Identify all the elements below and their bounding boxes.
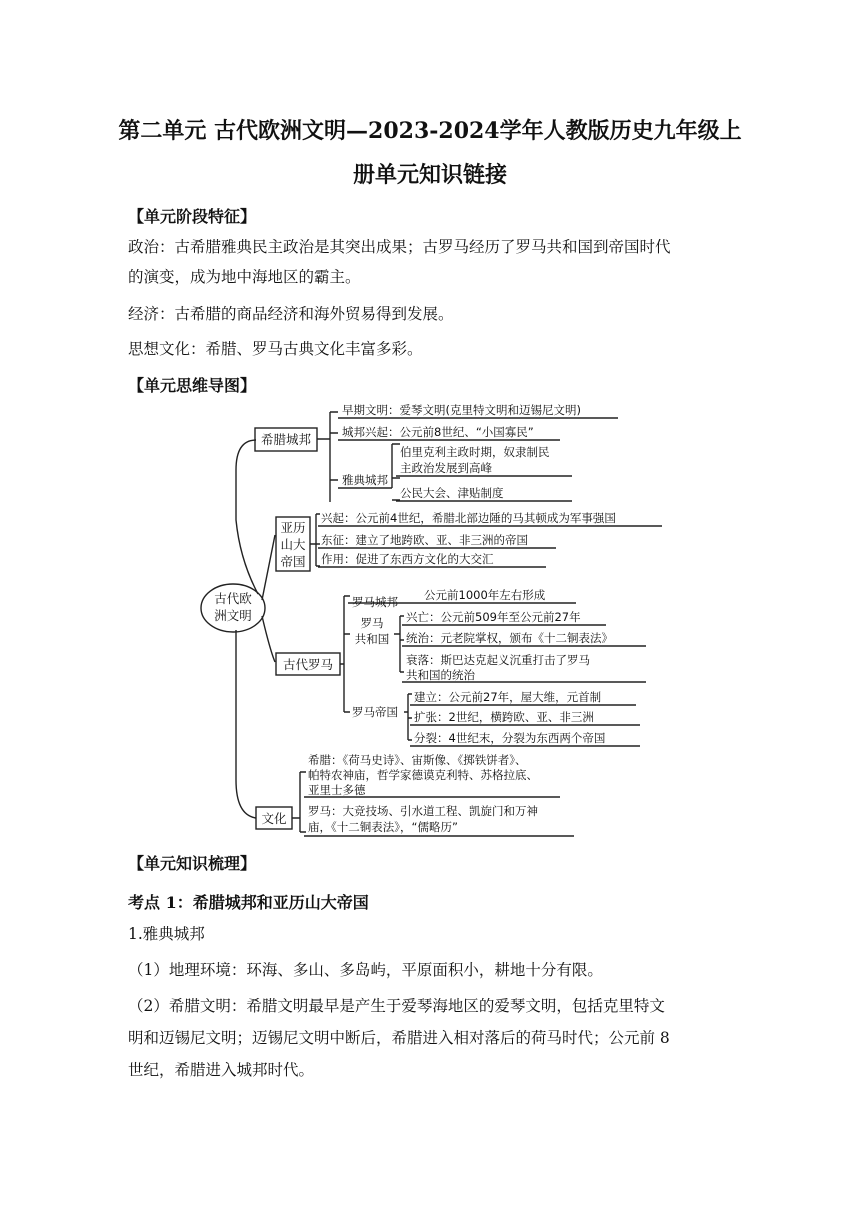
mindmap-rome-city: 罗马城邦 (352, 595, 398, 609)
paragraph-economy: 经济：古希腊的商品经济和海外贸易得到发展。 (128, 305, 454, 323)
mindmap-greek-city-box: 希腊城邦 (260, 432, 312, 447)
mindmap-alexander-effect: 作用：促进了东西方文化的大交汇 (321, 552, 494, 566)
mindmap-alexander-box-line2: 山大 (280, 537, 306, 552)
mindmap-greek-rise: 城邦兴起：公元前8世纪、“小国寡民” (342, 425, 534, 439)
mindmap-empire: 罗马帝国 (352, 705, 398, 719)
paragraph-culture: 思想文化：希腊、罗马古典文化丰富多彩。 (128, 340, 423, 358)
mindmap-republic-rule: 统治：元老院掌权，颁布《十二铜表法》 (406, 631, 613, 645)
mindmap-empire-expansion: 扩张：2世纪，横跨欧、亚、非三洲 (414, 710, 594, 724)
mindmap-culture-rome-line1: 罗马：大竞技场、引水道工程、凯旋门和万神 (308, 804, 538, 818)
mindmap-alexander-box-line1: 亚历 (280, 520, 306, 535)
mindmap-center-line2: 洲文明 (214, 608, 252, 623)
section-heading-knowledge: 【单元知识梳理】 (128, 854, 257, 873)
mindmap-pericles-line1: 伯里克利主政时期，奴隶制民 (400, 445, 550, 459)
paragraph-politics-1: 政治：古希腊雅典民主政治是其突出成果；古罗马经历了罗马共和国到帝国时代 (128, 238, 671, 256)
mindmap-greek-early: 早期文明：爱琴文明(克里特文明和迈锡尼文明) (342, 403, 581, 417)
mindmap-center-line1: 古代欧 (214, 591, 252, 606)
knowledge-point-1: 考点 1：希腊城邦和亚历山大帝国 (128, 893, 369, 912)
mindmap-culture-greek-line2: 帕特农神庙，哲学家德谟克利特、苏格拉底、 (308, 768, 538, 782)
mindmap-culture-rome-line2: 庙，《十二铜表法》，“儒略历” (308, 820, 458, 834)
mindmap-republic-line1: 罗马 (360, 616, 384, 630)
mindmap-rome-box: 古代罗马 (282, 657, 334, 672)
mindmap-empire-established: 建立：公元前27年，屋大维，元首制 (414, 690, 602, 704)
mindmap-assembly: 公民大会、津贴制度 (400, 486, 504, 500)
mindmap-republic-decline-line2: 共和国的统治 (406, 668, 475, 682)
knowledge-item-1: 1.雅典城邦 (128, 925, 205, 943)
mindmap-republic-rise: 兴亡：公元前509年至公元前27年 (406, 610, 581, 624)
section-heading-stage: 【单元阶段特征】 (128, 207, 257, 226)
mindmap-pericles-line2: 主政治发展到高峰 (400, 461, 492, 475)
mindmap-culture-box: 文化 (261, 811, 287, 826)
mindmap-alexander-box-line3: 帝国 (280, 554, 306, 569)
knowledge-geography: （1）地理环境：环海、多山、多岛屿，平原面积小，耕地十分有限。 (128, 961, 603, 979)
knowledge-civilization-line3: 世纪，希腊进入城邦时代。 (128, 1061, 315, 1079)
mindmap-republic-line2: 共和国 (354, 632, 390, 646)
section-heading-mindmap: 【单元思维导图】 (128, 376, 257, 395)
knowledge-civilization-line1: （2）希腊文明：希腊文明最早是产生于爱琴海地区的爱琴文明，包括克里特文 (128, 997, 665, 1015)
document-title-line2: 册单元知识链接 (352, 162, 507, 188)
mindmap-republic-decline-line1: 衰落：斯巴达克起义沉重打击了罗马 (406, 653, 590, 667)
mindmap-empire-split: 分裂：4世纪末，分裂为东西两个帝国 (414, 731, 606, 745)
mindmap-alexander-east: 东征：建立了地跨欧、亚、非三洲的帝国 (321, 533, 528, 547)
knowledge-civilization-line2: 明和迈锡尼文明；迈锡尼文明中断后，希腊进入相对落后的荷马时代；公元前 8 (128, 1029, 670, 1047)
mindmap-culture-greek-line1: 希腊：《荷马史诗》、宙斯像、《掷铁饼者》、 (308, 753, 527, 767)
mindmap-alexander-rise: 兴起：公元前4世纪，希腊北部边陲的马其顿成为军事强国 (321, 511, 616, 525)
mindmap-athens: 雅典城邦 (342, 473, 388, 487)
mindmap-rome-city-formed: 公元前1000年左右形成 (424, 588, 546, 602)
document-title-line1: 第二单元 古代欧洲文明—2023-2024学年人教版历史九年级上 (118, 118, 742, 144)
mindmap-culture-greek-line3: 亚里士多德 (308, 783, 366, 797)
paragraph-politics-2: 的演变，成为地中海地区的霸主。 (128, 268, 361, 286)
